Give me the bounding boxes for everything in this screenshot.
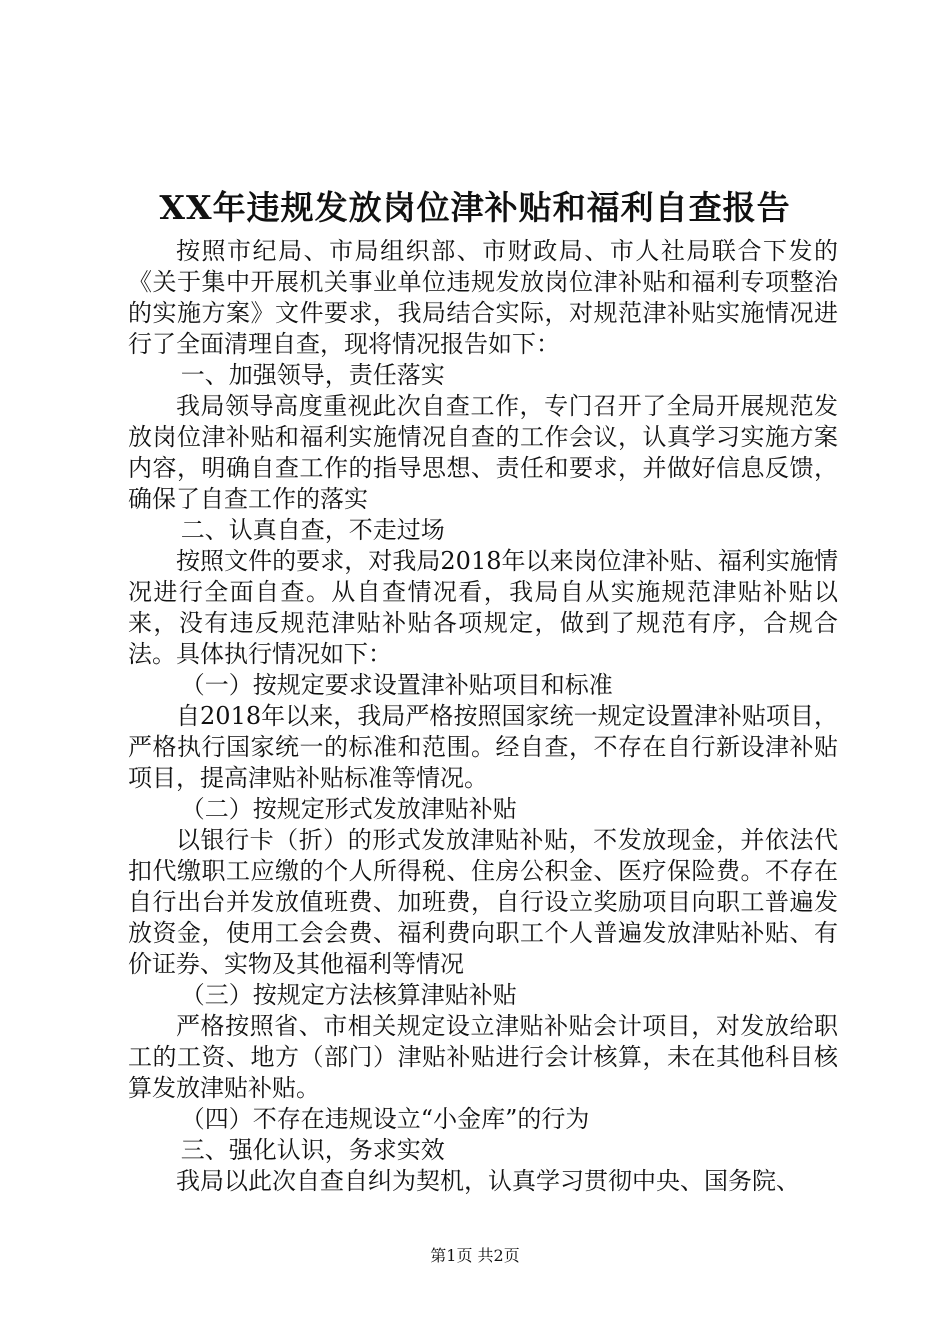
section-heading-2: 二、认真自查，不走过场 [180,516,445,544]
paragraph-self-check: 按照文件的要求，对我局2018年以来岗位津补贴、福利实施情况进行全面自查。从自查情况看，我局自从实施规范津贴补贴以来，没有违反规范津贴补贴各项规定，做到了规范有序，合规合法。具体执行情况如下： [128,547,838,668]
page-number-footer: 第1页 共2页 [430,1246,520,1265]
subsection-heading-3: （三）按规定方法核算津贴补贴 [180,981,517,1009]
document-title: XX年违规发放岗位津补贴和福利自查报告 [159,188,791,227]
paragraph-awareness: 我局以此次自查自纠为契机，认真学习贯彻中央、国务院、 [176,1167,800,1195]
paragraph-accounting: 严格按照省、市相关规定设立津贴补贴会计项目，对发放给职工的工资、地方（部门）津贴补贴进行会计核算，未在其他科目核算发放津贴补贴。 [128,1012,838,1102]
document-body [128,236,838,1197]
subsection-heading-4: （四）不存在违规设立“小金库”的行为 [180,1105,590,1133]
subsection-heading-1: （一）按规定要求设置津补贴项目和标准 [180,671,613,699]
section-heading-1: 一、加强领导，责任落实 [180,361,445,389]
paragraph-intro: 按照市纪局、市局组织部、市财政局、市人社局联合下发的《关于集中开展机关事业单位违规发放岗位津补贴和福利专项整治的实施方案》文件要求，我局结合实际，对规范津补贴实施情况进行了全面清理自查，现将情况报告如下： [128,237,838,358]
paragraph-leadership: 我局领导高度重视此次自查工作，专门召开了全局开展规范发放岗位津补贴和福利实施情况自查的工作会议，认真学习实施方案内容，明确自查工作的指导思想、责任和要求，并做好信息反馈，确保了自查工作的落实 [128,392,838,513]
subsection-heading-2: （二）按规定形式发放津贴补贴 [180,795,517,823]
paragraph-payment-form: 以银行卡（折）的形式发放津贴补贴，不发放现金，并依法代扣代缴职工应缴的个人所得税、住房公积金、医疗保险费。不存在自行出台并发放值班费、加班费，自行设立奖励项目向职工普遍发放资金，使用工会会费、福利费向职工个人普遍发放津贴补贴、有价证券、实物及其他福利等情况 [128,826,838,978]
paragraph-standards: 自2018年以来，我局严格按照国家统一规定设置津补贴项目，严格执行国家统一的标准和范围。经自查，不存在自行新设津补贴项目，提高津贴补贴标准等情况。 [128,702,838,792]
section-heading-3: 三、强化认识，务求实效 [180,1136,445,1164]
